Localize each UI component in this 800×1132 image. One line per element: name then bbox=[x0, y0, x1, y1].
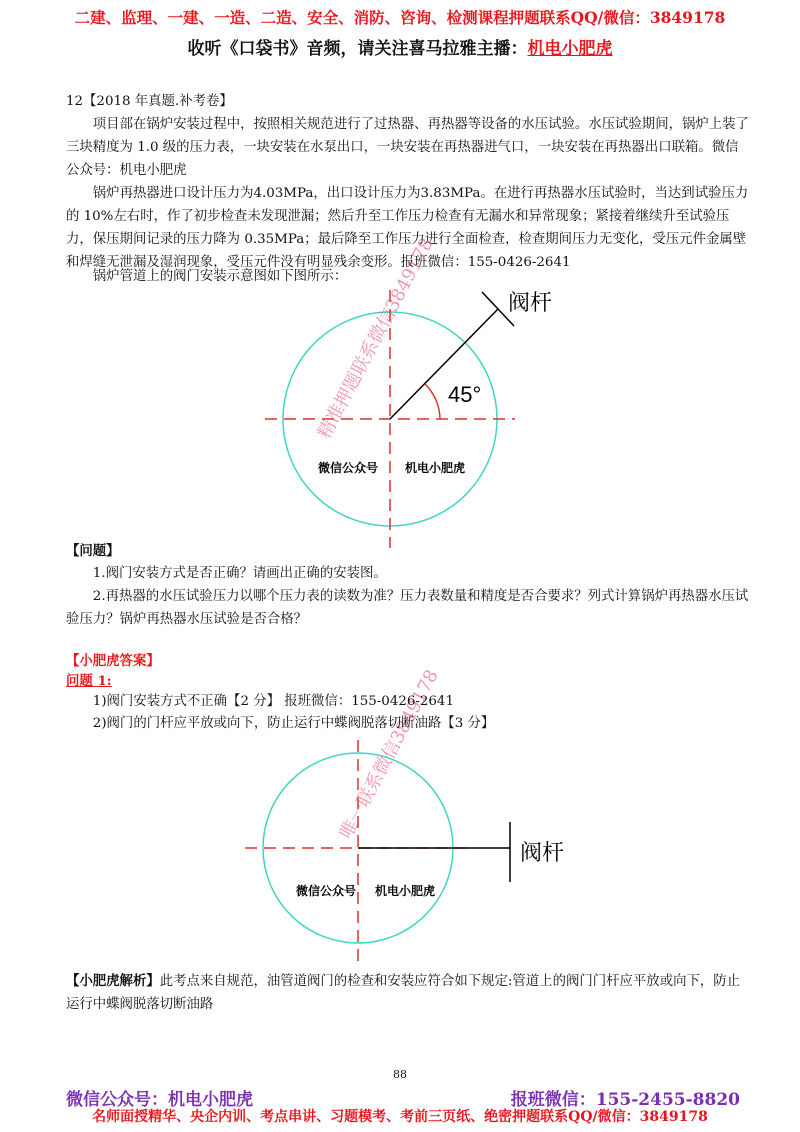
issue-item: 2.再热器的水压试验压力以哪个压力表的读数为准？压力表数量和精度是否合要求？列式计算锅炉再热器水压试验压力？锅炉再热器水压试验是否合格？ bbox=[66, 589, 749, 627]
header-ad-line: 二建、监理、一建、一造、二造、安全、消防、咨询、检测课程押题联系QQ/微信：3849178 bbox=[74, 8, 726, 27]
analysis bbox=[66, 970, 750, 1016]
footer-bottom: 名师面授精华、央企内训、考点串讲、习题模考、考前三页纸、绝密押题联系QQ/微信：3849178 bbox=[92, 1109, 708, 1125]
analysis-label: 【小肥虎解析】 bbox=[66, 973, 160, 989]
watermark: 唯一联系微信3849178 bbox=[335, 666, 443, 843]
answer-title: 【小肥虎答案】 bbox=[66, 653, 160, 669]
stem-label: 阀杆 bbox=[508, 291, 553, 316]
valve-diagram-incorrect bbox=[265, 235, 552, 548]
answer-subtitle: 问题 1: bbox=[66, 673, 112, 689]
question-paragraph: 锅炉管道上的阀门安装示意图如下图所示： bbox=[92, 269, 348, 284]
question-title: 12【2018 年真题.补考卷】 bbox=[66, 94, 233, 109]
question-paragraph: 项目部在锅炉安装过程中，按照相关规范进行了过热器、再热器等设备的水压试验。水压试验期间，锅炉上装了三块精度为 1.0 级的压力表，一块安装在水泵出口，一块安装在再热器进气口，一块安装在再热器出口联箱。微信公众号：机电小肥虎 bbox=[66, 117, 749, 178]
watermark: 精准押题联系微信3849178 bbox=[313, 234, 438, 443]
diagram-label-right: 机电小肥虎 bbox=[375, 884, 436, 898]
answer-item: 2)阀门的门杆应平放或向下，防止运行中蝶阀脱落切断油路【3 分】 bbox=[92, 716, 495, 731]
issue-item: 1.阀门安装方式是否正确？请画出正确的安装图。 bbox=[92, 566, 387, 581]
question-paragraph: 锅炉再热器进口设计压力为4.03MPa，出口设计压力为3.83MPa。在进行再热器水压试验时，当达到试验压力的 10%左右时，作了初步检查未发现泄漏；然后升至工作压力检查有无漏水和异常现象；紧接着继续升至试验压力，保压期间记录的压力降为 0.35MPa；最后降至工作压力进行全面检查，检查期间压力无变化，受压元件金属壁和焊缝无泄漏及湿润现象，受压元件没有明显残余变形。报班微信：155-0426-2641 bbox=[66, 186, 749, 270]
footer-right: 报班微信：155-2455-8820 bbox=[510, 1090, 740, 1110]
diagram-label-right: 机电小肥虎 bbox=[405, 461, 466, 475]
stem-label: 阀杆 bbox=[520, 841, 565, 866]
angle-label: 45° bbox=[448, 382, 482, 407]
diagram-label-left: 微信公众号 bbox=[318, 461, 379, 475]
footer-left: 微信公众号：机电小肥虎 bbox=[66, 1090, 253, 1110]
podcast-host: 机电小肥虎 bbox=[527, 39, 613, 59]
podcast-prefix: 收听《口袋书》音频，请关注喜马拉雅主播： bbox=[187, 39, 528, 59]
angle-arc bbox=[425, 384, 440, 419]
answer-item: 1)阀门安装方式不正确【2 分】 报班微信：155-0426-2641 bbox=[92, 694, 454, 709]
issues-title: 【问题】 bbox=[66, 543, 120, 559]
diagram-label-left: 微信公众号 bbox=[296, 884, 357, 898]
analysis-text: 此考点来自规范，油管道阀门的检查和安装应符合如下规定:管道上的阀门门杆应平放或向下，防止运行中蝶阀脱落切断油路 bbox=[66, 974, 741, 1012]
page-number: 88 bbox=[393, 1068, 407, 1081]
